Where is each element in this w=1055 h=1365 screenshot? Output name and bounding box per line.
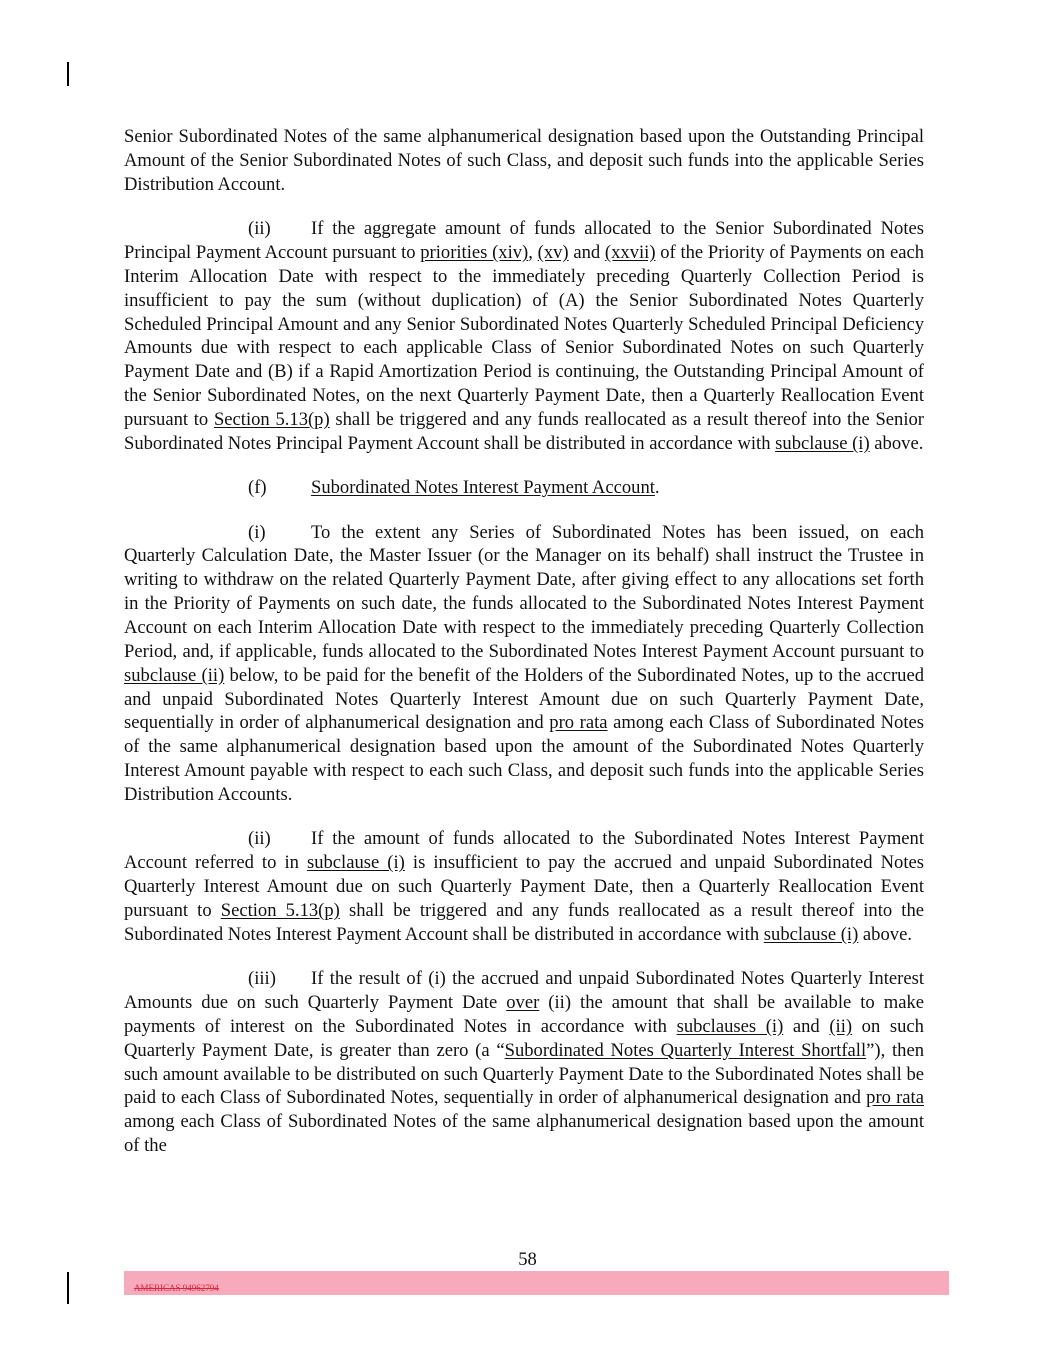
paragraph-continuation: Senior Subordinated Notes of the same alphanumerical designation based upon the Outstanding Principal Amount of the Senior Subordinated Notes of such Class, and deposit such funds into the applicable Series Distribution Account. — [124, 126, 924, 195]
cross-reference: Section 5.13(p) — [220, 899, 340, 921]
cross-reference: (ii) — [829, 1015, 853, 1037]
footer-band — [124, 1271, 949, 1295]
page-number: 58 — [518, 1249, 537, 1270]
section-title: Subordinated Notes Interest Payment Account — [311, 477, 655, 499]
cross-reference: subclause (ii) — [124, 664, 225, 686]
cross-reference: (xxvii) — [604, 241, 656, 263]
cross-reference: subclause (i) — [763, 923, 859, 945]
emphasis-term: pro rata — [549, 712, 608, 734]
change-bar-bottom — [67, 1272, 69, 1304]
paragraph-e-ii: (ii) If the aggregate amount of funds allocated to the Senior Subordinated Notes Principal Payment Account pursuant to priorities (xiv), (xv) and (xxvii) of the Priority of Payments on each Interim Allocation Date with respect to the immediately preceding Quarterly Collection Period is insufficient to pay the sum (without duplication) of (A) the Senior Subordinated Notes Quarterly Scheduled Principal Amount and any Senior Subordinated Notes Quarterly Scheduled Principal Deficiency Amounts due with respect to each applicable Class of Senior Subordinated Notes on such Quarterly Payment Date and (B) if a Rapid Amortization Period is continuing, the Outstanding Principal Amount of the Senior Subordinated Notes, on the next Quarterly Payment Date, then a Quarterly Reallocation Event pursuant to Section 5.13(p) shall be triggered and any funds reallocated as a result thereof into the Senior Subordinated Notes Principal Payment Account shall be distributed in accordance with subclause (i) above. — [124, 218, 925, 454]
paragraph-f-ii: (ii) If the amount of funds allocated to the Subordinated Notes Interest Payment Account referred to in subclause (i) is insufficient to pay the accrued and unpaid Subordinated Notes Quarterly Interest Amount due on such Quarterly Payment Date, then a Quarterly Reallocation Event pursuant to Section 5.13(p) shall be triggered and any funds reallocated as a result thereof into the Subordinated Notes Interest Payment Account shall be distributed in accordance with subclause (i) above. — [124, 828, 925, 945]
clause-number: (iii) — [248, 968, 276, 990]
defined-term: Subordinated Notes Quarterly Interest Shortfall — [504, 1039, 867, 1061]
section-heading-f: (f) Subordinated Notes Interest Payment Account. — [248, 477, 660, 499]
clause-number: (f) — [248, 477, 267, 499]
clause-number: (i) — [248, 521, 266, 543]
clause-number: (ii) — [248, 218, 271, 240]
emphasis-term: over — [506, 991, 540, 1013]
emphasis-term: pro rata — [866, 1087, 924, 1109]
document-id: AMERICAS 94962794 — [134, 1283, 219, 1293]
document-body — [124, 125, 924, 1178]
paragraph-f-iii: (iii) If the result of (i) the accrued and unpaid Subordinated Notes Quarterly Interest Amounts due on such Quarterly Payment Date over (ii) the amount that shall be available to make payments of interest on the Subordinated Notes in accordance with subclauses (i) and (ii) on such Quarterly Payment Date, is greater than zero (a “Subordinated Notes Quarterly Interest Shortfall”), then such amount available to be distributed on such Quarterly Payment Date to the Subordinated Notes shall be paid to each Class of Subordinated Notes, sequentially in order of alphanumerical designation and pro rata among each Class of Subordinated Notes of the same alphanumerical designation based upon the amount of the — [124, 968, 925, 1157]
clause-number: (ii) — [248, 828, 271, 850]
cross-reference: (xv) — [537, 241, 569, 263]
paragraph-f-i: (i) To the extent any Series of Subordinated Notes has been issued, on each Quarterly Calculation Date, the Master Issuer (or the Manager on its behalf) shall instruct the Trustee in writing to withdraw on the related Quarterly Payment Date, after giving effect to any allocations set forth in the Priority of Payments on such date, the funds allocated to the Subordinated Notes Interest Payment Account on each Interim Allocation Date with respect to the immediately preceding Quarterly Collection Period, and, if applicable, funds allocated to the Subordinated Notes Interest Payment Account pursuant to subclause (ii) below, to be paid for the benefit of the Holders of the Subordinated Notes, up to the accrued and unpaid Subordinated Notes Quarterly Interest Amount due on such Quarterly Payment Date, sequentially in order of alphanumerical designation and pro rata among each Class of Subordinated Notes of the same alphanumerical designation based upon the amount of the Subordinated Notes Quarterly Interest Amount payable with respect to each such Class, and deposit such funds into the applicable Series Distribution Accounts. — [124, 521, 925, 805]
change-bar-top — [67, 62, 69, 86]
cross-reference: subclause (i) — [775, 432, 870, 454]
cross-reference: subclause (i) — [306, 852, 405, 874]
cross-reference: Section 5.13(p) — [213, 408, 330, 430]
cross-reference: priorities (xiv) — [420, 241, 529, 263]
cross-reference: subclauses (i) — [676, 1015, 784, 1037]
